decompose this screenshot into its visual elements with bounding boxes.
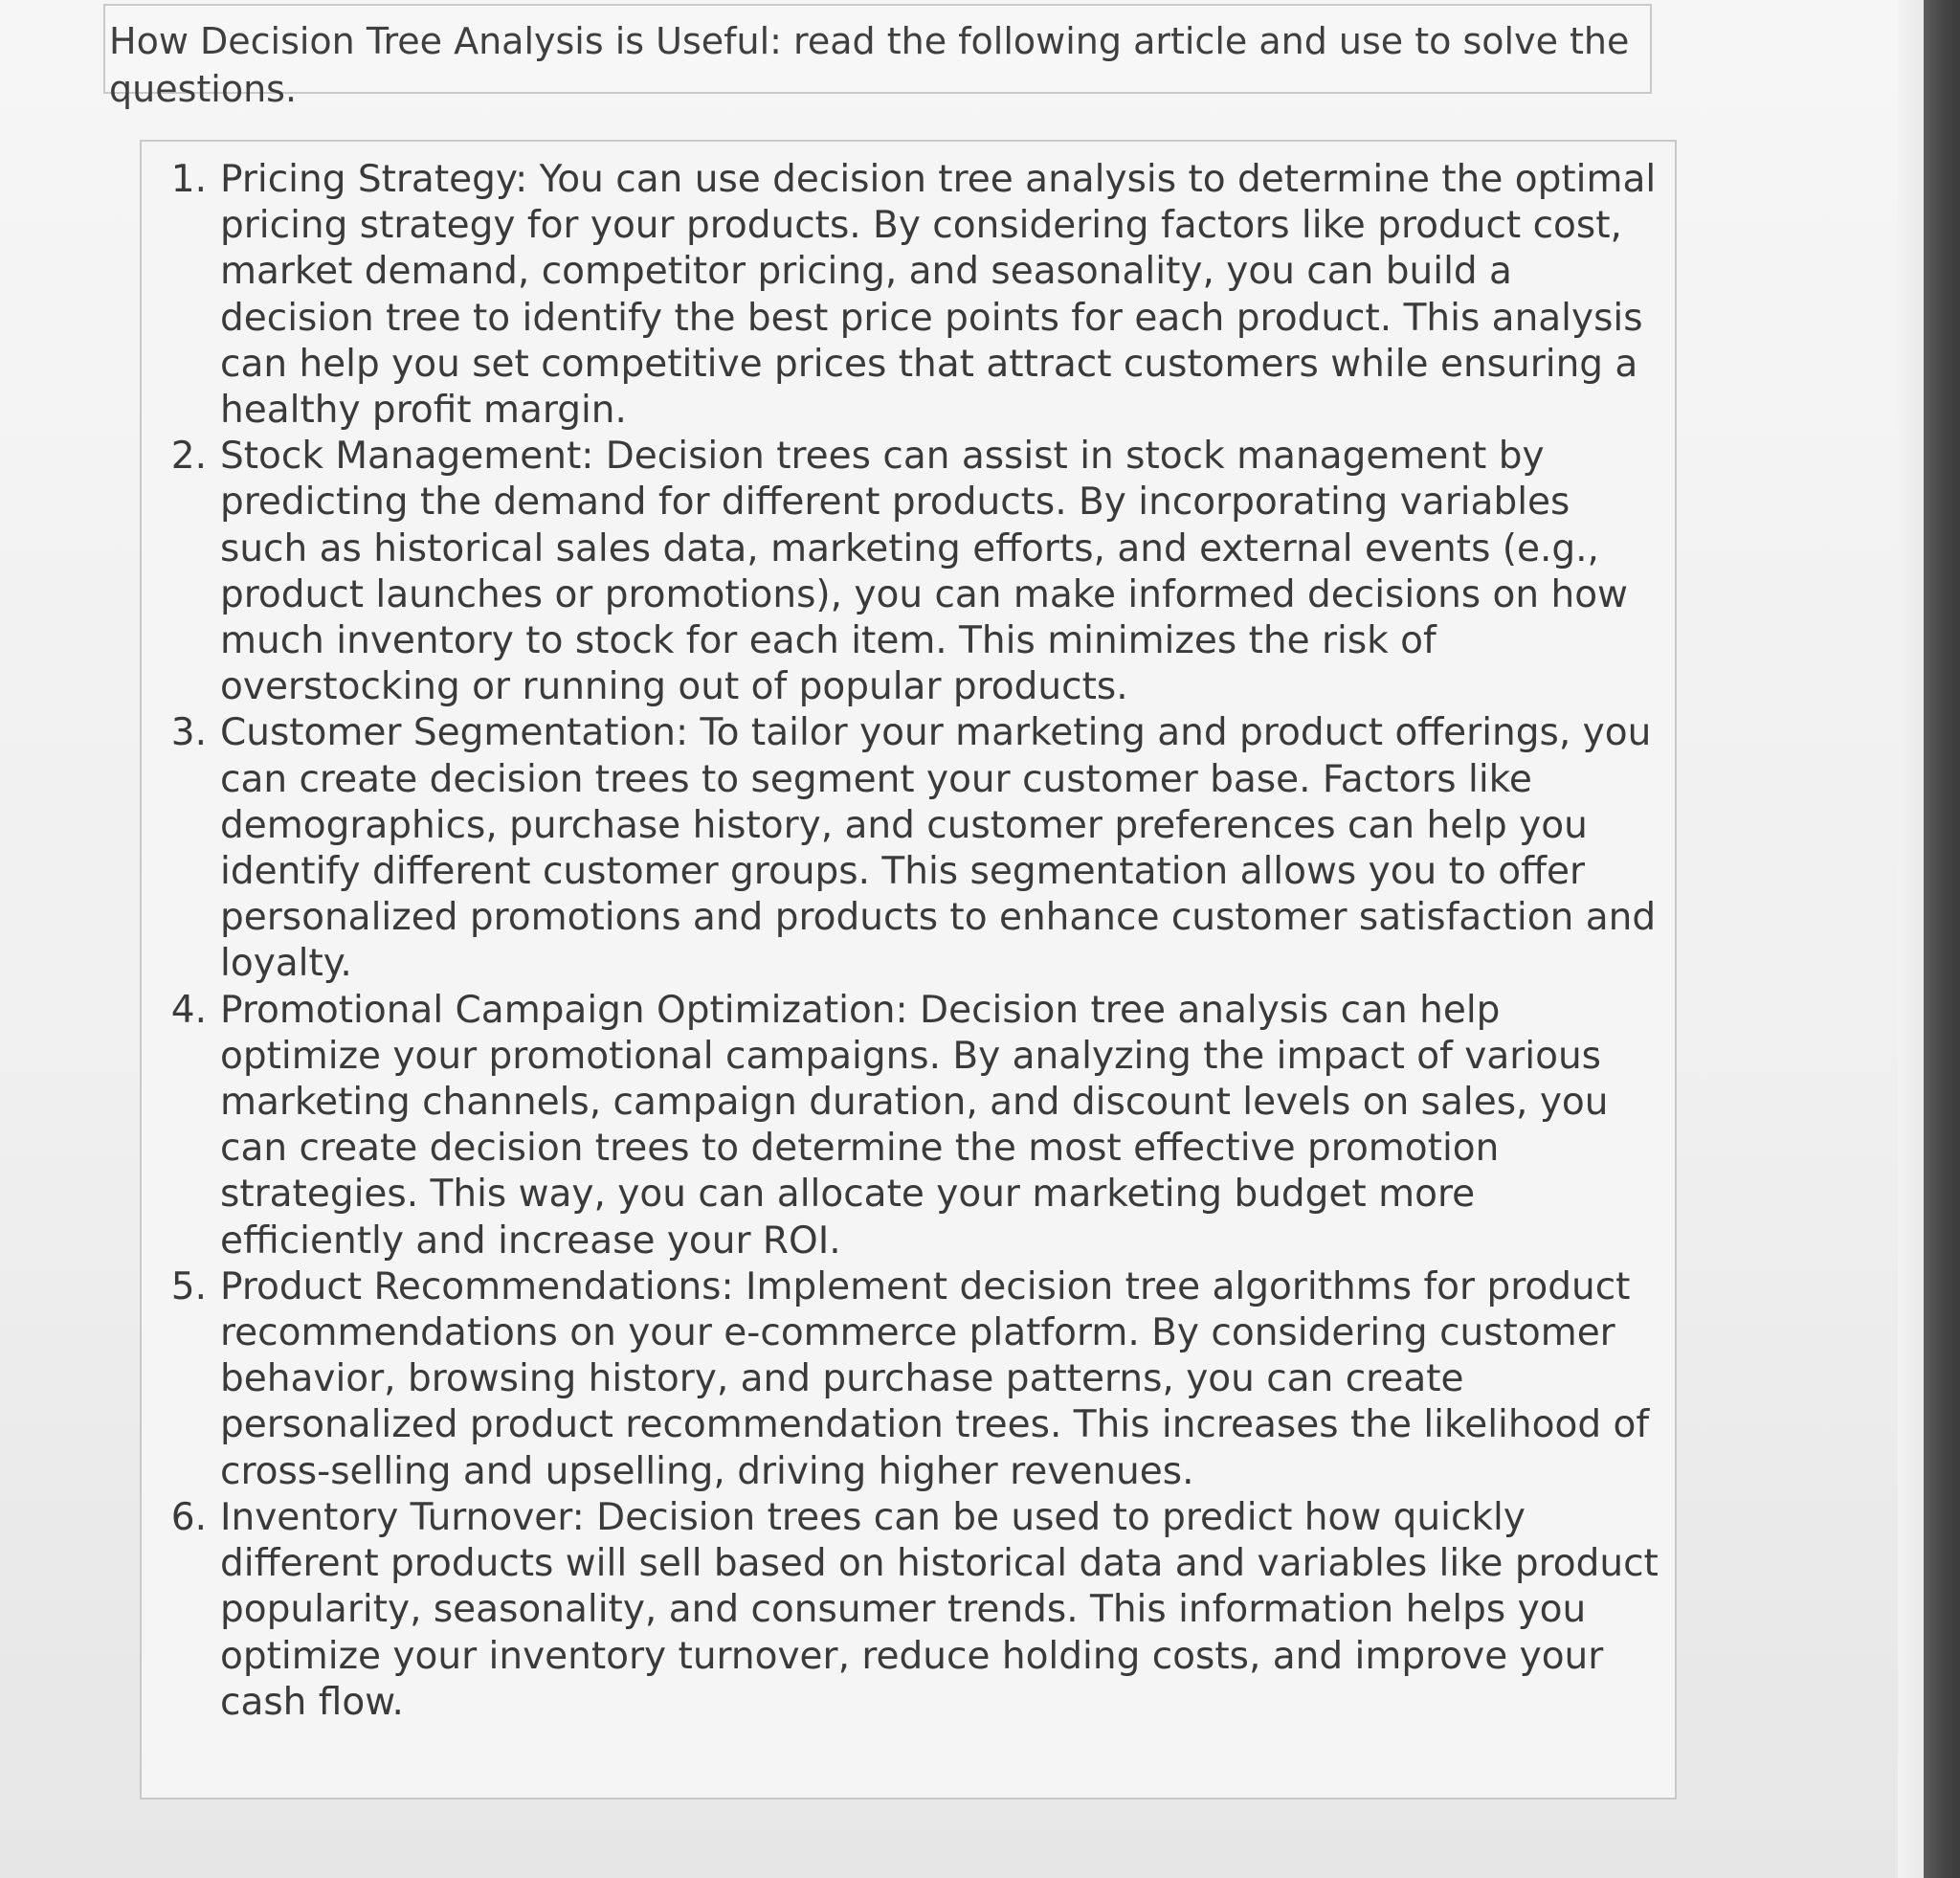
list-item-product-recommendations xyxy=(142,1264,1661,1495)
list-item-number: 1. xyxy=(170,158,207,201)
list-item-text: Product Recommendations: Implement decision tree algorithms for product recommendations on your e-commerce platform. By considering customer behavior, browsing history, and purchase patterns, you can create personalized product recommendation trees. This increases the likelihood of cross-selling and upselling, driving higher revenues. xyxy=(220,1264,1650,1493)
list-item-text: Inventory Turnover: Decision trees can be used to predict how quickly different products will sell based on historical data and variables like product popularity, seasonality, and consumer trends. This information helps you optimize your inventory turnover, reduce holding costs, and improve your cash flow. xyxy=(220,1495,1659,1724)
list-item-text: Customer Segmentation: To tailor your marketing and product offerings, you can create decision trees to segment your customer base. Factors like demographics, purchase history, and customer preferences can help you identify different customer groups. This segmentation allows you to offer personalized promotions and products to enhance customer satisfaction and loyalty. xyxy=(220,711,1657,986)
list-item-inventory-turnover xyxy=(142,1495,1661,1726)
list-item-number: 3. xyxy=(170,711,207,755)
monitor-bezel xyxy=(1924,0,1960,1878)
list-item-text: Promotional Campaign Optimization: Decision tree analysis can help optimize your promotional campaigns. By analyzing the impact of various marketing channels, campaign duration, and discount levels on sales, you can create decision trees to determine the most effective promotion strategies. This way, you can allocate your marketing budget more efficiently and increase your ROI. xyxy=(220,988,1609,1263)
list-item-number: 5. xyxy=(170,1264,207,1308)
screen-edge xyxy=(1898,0,1924,1878)
list-item-promotional-campaign xyxy=(142,988,1661,1264)
list-item-number: 6. xyxy=(170,1495,207,1539)
numbered-list xyxy=(142,157,1661,1726)
list-item-pricing-strategy xyxy=(142,157,1661,434)
list-item-customer-segmentation xyxy=(142,710,1661,987)
list-item-stock-management xyxy=(142,434,1661,710)
article-title: How Decision Tree Analysis is Useful: read the following article and use to solve the questions. xyxy=(109,20,1630,110)
article-list-box xyxy=(140,140,1677,1800)
list-item-text: Pricing Strategy: You can use decision tree analysis to determine the optimal pricing strategy for your products. By considering factors like product cost, market demand, competitor pricing, and seasonality, you can build a decision tree to identify the best price points for each product. This analysis can help you set competitive prices that attract customers while ensuring a healthy profit margin. xyxy=(220,158,1657,433)
list-item-number: 4. xyxy=(170,988,207,1032)
list-item-number: 2. xyxy=(170,435,207,479)
article-title-box xyxy=(103,4,1652,110)
list-item-text: Stock Management: Decision trees can assist in stock management by predicting the demand for different products. By incorporating variables such as historical sales data, marketing efforts, and external events (e.g., product launches or promotions), you can make informed decisions on how much inventory to stock for each item. This minimizes the risk of overstocking or running out of popular products. xyxy=(220,435,1628,709)
